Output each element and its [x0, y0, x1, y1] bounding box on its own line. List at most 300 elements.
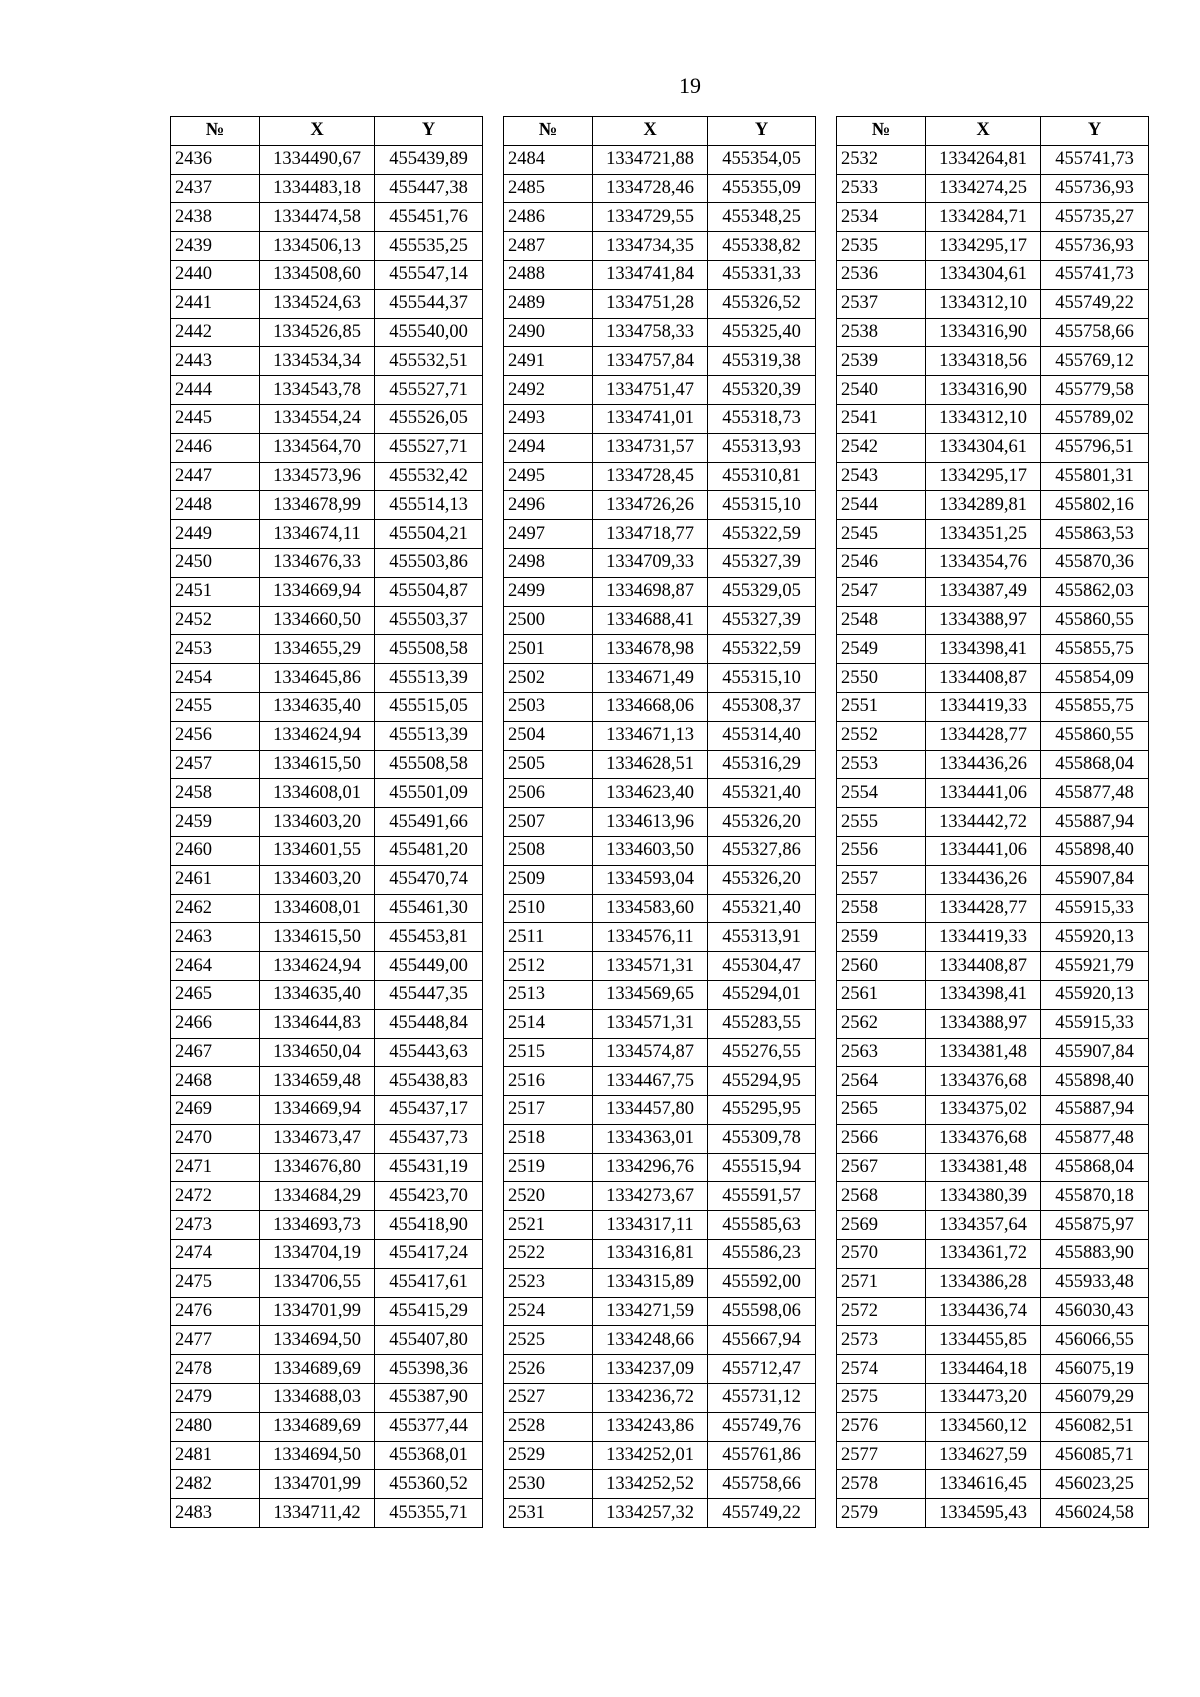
coordinates-table-2 [503, 116, 816, 1528]
table-header-row [504, 117, 816, 146]
cell-x: 1334676,80 [260, 1153, 375, 1182]
cell-x: 1334615,50 [260, 923, 375, 952]
cell-x: 1334711,42 [260, 1499, 375, 1528]
table-row [171, 289, 483, 318]
cell-number: 2537 [837, 289, 926, 318]
table-row [837, 347, 1149, 376]
table-row [171, 318, 483, 347]
table-row [504, 203, 816, 232]
table-row [504, 808, 816, 837]
table-row [171, 1384, 483, 1413]
table-row [504, 1038, 816, 1067]
cell-number: 2522 [504, 1240, 593, 1269]
cell-number: 2440 [171, 260, 260, 289]
cell-number: 2558 [837, 894, 926, 923]
cell-number: 2459 [171, 808, 260, 837]
cell-x: 1334650,04 [260, 1038, 375, 1067]
cell-number: 2523 [504, 1268, 593, 1297]
table-row [837, 174, 1149, 203]
cell-x: 1334441,06 [926, 836, 1041, 865]
cell-y: 455802,16 [1041, 491, 1149, 520]
cell-x: 1334731,57 [593, 433, 708, 462]
cell-number: 2451 [171, 577, 260, 606]
cell-number: 2519 [504, 1153, 593, 1182]
cell-number: 2495 [504, 462, 593, 491]
cell-y: 455295,95 [708, 1096, 816, 1125]
cell-y: 455860,55 [1041, 606, 1149, 635]
cell-x: 1334608,01 [260, 779, 375, 808]
cell-number: 2551 [837, 692, 926, 721]
cell-x: 1334593,04 [593, 865, 708, 894]
cell-x: 1334576,11 [593, 923, 708, 952]
cell-x: 1334627,59 [926, 1441, 1041, 1470]
cell-y: 455439,89 [375, 145, 483, 174]
cell-y: 455338,82 [708, 232, 816, 261]
table-row [504, 577, 816, 606]
cell-x: 1334659,48 [260, 1067, 375, 1096]
cell-number: 2488 [504, 260, 593, 289]
cell-number: 2548 [837, 606, 926, 635]
cell-number: 2524 [504, 1297, 593, 1326]
table-row [504, 1384, 816, 1413]
table-row [171, 1326, 483, 1355]
cell-number: 2468 [171, 1067, 260, 1096]
table-row [837, 1067, 1149, 1096]
table-row [504, 1211, 816, 1240]
table-row [837, 145, 1149, 174]
cell-x: 1334571,31 [593, 952, 708, 981]
table-row [837, 1355, 1149, 1384]
table-row [837, 980, 1149, 1009]
cell-x: 1334381,48 [926, 1153, 1041, 1182]
header-number: № [171, 117, 260, 146]
cell-y: 455527,71 [375, 433, 483, 462]
table-row [171, 1499, 483, 1528]
cell-y: 455503,86 [375, 548, 483, 577]
cell-y: 455355,71 [375, 1499, 483, 1528]
cell-y: 455327,86 [708, 836, 816, 865]
table-row [837, 1470, 1149, 1499]
cell-number: 2445 [171, 404, 260, 433]
table-row [171, 1153, 483, 1182]
cell-y: 455514,13 [375, 491, 483, 520]
cell-y: 455586,23 [708, 1240, 816, 1269]
cell-number: 2559 [837, 923, 926, 952]
cell-y: 455749,76 [708, 1412, 816, 1441]
cell-x: 1334674,11 [260, 520, 375, 549]
table-row [171, 779, 483, 808]
table-row [504, 347, 816, 376]
cell-number: 2450 [171, 548, 260, 577]
cell-number: 2494 [504, 433, 593, 462]
table-row [504, 1412, 816, 1441]
cell-y: 455318,73 [708, 404, 816, 433]
table-row [504, 923, 816, 952]
cell-number: 2500 [504, 606, 593, 635]
cell-number: 2467 [171, 1038, 260, 1067]
cell-y: 455508,58 [375, 635, 483, 664]
cell-x: 1334381,48 [926, 1038, 1041, 1067]
cell-number: 2452 [171, 606, 260, 635]
cell-x: 1334635,40 [260, 980, 375, 1009]
cell-x: 1334464,18 [926, 1355, 1041, 1384]
table-row [171, 577, 483, 606]
cell-number: 2571 [837, 1268, 926, 1297]
table-row [171, 376, 483, 405]
cell-x: 1334676,33 [260, 548, 375, 577]
cell-y: 455407,80 [375, 1326, 483, 1355]
cell-y: 455417,61 [375, 1268, 483, 1297]
table-row [837, 491, 1149, 520]
cell-number: 2531 [504, 1499, 593, 1528]
cell-number: 2527 [504, 1384, 593, 1413]
table-row [504, 1067, 816, 1096]
cell-y: 455355,09 [708, 174, 816, 203]
cell-x: 1334734,35 [593, 232, 708, 261]
table-row [171, 548, 483, 577]
cell-number: 2508 [504, 836, 593, 865]
table-row [504, 1326, 816, 1355]
table-row [837, 520, 1149, 549]
table-row [171, 491, 483, 520]
header-x: X [593, 117, 708, 146]
cell-x: 1334669,94 [260, 577, 375, 606]
cell-number: 2530 [504, 1470, 593, 1499]
cell-y: 455855,75 [1041, 692, 1149, 721]
cell-y: 455920,13 [1041, 923, 1149, 952]
cell-y: 455887,94 [1041, 808, 1149, 837]
cell-y: 456082,51 [1041, 1412, 1149, 1441]
cell-x: 1334441,06 [926, 779, 1041, 808]
table-row [171, 808, 483, 837]
cell-x: 1334363,01 [593, 1124, 708, 1153]
cell-number: 2529 [504, 1441, 593, 1470]
cell-y: 456023,25 [1041, 1470, 1149, 1499]
cell-y: 455360,52 [375, 1470, 483, 1499]
table-row [504, 750, 816, 779]
cell-x: 1334704,19 [260, 1240, 375, 1269]
cell-number: 2550 [837, 664, 926, 693]
cell-y: 455735,27 [1041, 203, 1149, 232]
table-row [837, 1009, 1149, 1038]
table-row [837, 376, 1149, 405]
cell-number: 2554 [837, 779, 926, 808]
cell-x: 1334398,41 [926, 635, 1041, 664]
table-row [837, 548, 1149, 577]
table-row [837, 433, 1149, 462]
table-row [504, 174, 816, 203]
cell-y: 455314,40 [708, 721, 816, 750]
cell-x: 1334671,13 [593, 721, 708, 750]
cell-y: 455313,93 [708, 433, 816, 462]
cell-y: 455592,00 [708, 1268, 816, 1297]
cell-number: 2526 [504, 1355, 593, 1384]
cell-x: 1334688,03 [260, 1384, 375, 1413]
table-row [504, 980, 816, 1009]
cell-y: 456079,29 [1041, 1384, 1149, 1413]
cell-x: 1334474,58 [260, 203, 375, 232]
cell-y: 455294,01 [708, 980, 816, 1009]
table-row [171, 721, 483, 750]
cell-number: 2491 [504, 347, 593, 376]
cell-x: 1334252,01 [593, 1441, 708, 1470]
cell-x: 1334524,63 [260, 289, 375, 318]
table-row [504, 1153, 816, 1182]
cell-number: 2490 [504, 318, 593, 347]
cell-x: 1334376,68 [926, 1067, 1041, 1096]
table-row [504, 260, 816, 289]
cell-number: 2569 [837, 1211, 926, 1240]
table-row [504, 1297, 816, 1326]
cell-x: 1334693,73 [260, 1211, 375, 1240]
cell-y: 455322,59 [708, 520, 816, 549]
header-x: X [260, 117, 375, 146]
table-row [837, 1499, 1149, 1528]
cell-number: 2502 [504, 664, 593, 693]
table-row [504, 1124, 816, 1153]
cell-number: 2555 [837, 808, 926, 837]
cell-number: 2472 [171, 1182, 260, 1211]
coordinates-table-3 [836, 116, 1149, 1528]
cell-x: 1334689,69 [260, 1355, 375, 1384]
table-row [504, 462, 816, 491]
table-row [837, 664, 1149, 693]
cell-x: 1334757,84 [593, 347, 708, 376]
cell-x: 1334257,32 [593, 1499, 708, 1528]
cell-x: 1334728,45 [593, 462, 708, 491]
cell-number: 2501 [504, 635, 593, 664]
cell-x: 1334296,76 [593, 1153, 708, 1182]
cell-y: 455276,55 [708, 1038, 816, 1067]
cell-y: 455354,05 [708, 145, 816, 174]
table-row [837, 1326, 1149, 1355]
cell-x: 1334318,56 [926, 347, 1041, 376]
table-row [504, 548, 816, 577]
table-row [171, 232, 483, 261]
table-row [504, 836, 816, 865]
cell-y: 455491,66 [375, 808, 483, 837]
cell-number: 2553 [837, 750, 926, 779]
cell-number: 2503 [504, 692, 593, 721]
cell-x: 1334660,50 [260, 606, 375, 635]
cell-x: 1334436,74 [926, 1297, 1041, 1326]
cell-x: 1334701,99 [260, 1470, 375, 1499]
cell-number: 2461 [171, 865, 260, 894]
cell-number: 2458 [171, 779, 260, 808]
cell-y: 455712,47 [708, 1355, 816, 1384]
cell-y: 455898,40 [1041, 836, 1149, 865]
cell-x: 1334560,12 [926, 1412, 1041, 1441]
cell-number: 2439 [171, 232, 260, 261]
table-row [837, 952, 1149, 981]
cell-x: 1334304,61 [926, 433, 1041, 462]
cell-y: 455326,52 [708, 289, 816, 318]
cell-x: 1334252,52 [593, 1470, 708, 1499]
cell-number: 2486 [504, 203, 593, 232]
table-row [504, 1096, 816, 1125]
cell-number: 2485 [504, 174, 593, 203]
cell-number: 2442 [171, 318, 260, 347]
table-row [504, 692, 816, 721]
cell-number: 2540 [837, 376, 926, 405]
cell-number: 2545 [837, 520, 926, 549]
cell-number: 2492 [504, 376, 593, 405]
cell-x: 1334312,10 [926, 289, 1041, 318]
cell-y: 455503,37 [375, 606, 483, 635]
cell-x: 1334616,45 [926, 1470, 1041, 1499]
cell-x: 1334726,26 [593, 491, 708, 520]
cell-y: 455591,57 [708, 1182, 816, 1211]
cell-y: 455321,40 [708, 894, 816, 923]
table-row [837, 232, 1149, 261]
table-row [504, 952, 816, 981]
table-row [837, 606, 1149, 635]
cell-x: 1334398,41 [926, 980, 1041, 1009]
cell-y: 455325,40 [708, 318, 816, 347]
cell-x: 1334388,97 [926, 606, 1041, 635]
table-row [171, 750, 483, 779]
cell-number: 2437 [171, 174, 260, 203]
cell-x: 1334569,65 [593, 980, 708, 1009]
cell-x: 1334428,77 [926, 894, 1041, 923]
table-row [837, 203, 1149, 232]
cell-x: 1334624,94 [260, 721, 375, 750]
table-row [837, 1153, 1149, 1182]
cell-number: 2544 [837, 491, 926, 520]
table-row [171, 606, 483, 635]
table-row [837, 1124, 1149, 1153]
cell-number: 2466 [171, 1009, 260, 1038]
cell-x: 1334583,60 [593, 894, 708, 923]
cell-x: 1334442,72 [926, 808, 1041, 837]
table-row [171, 520, 483, 549]
header-number: № [504, 117, 593, 146]
cell-number: 2507 [504, 808, 593, 837]
cell-number: 2460 [171, 836, 260, 865]
cell-x: 1334295,17 [926, 462, 1041, 491]
table-row [837, 836, 1149, 865]
cell-x: 1334645,86 [260, 664, 375, 693]
cell-number: 2513 [504, 980, 593, 1009]
table-row [837, 750, 1149, 779]
cell-x: 1334554,24 [260, 404, 375, 433]
cell-y: 455933,48 [1041, 1268, 1149, 1297]
cell-y: 455319,38 [708, 347, 816, 376]
cell-y: 455449,00 [375, 952, 483, 981]
cell-x: 1334436,26 [926, 865, 1041, 894]
cell-y: 455749,22 [1041, 289, 1149, 318]
cell-y: 455448,84 [375, 1009, 483, 1038]
cell-y: 455789,02 [1041, 404, 1149, 433]
cell-number: 2465 [171, 980, 260, 1009]
cell-y: 455415,29 [375, 1297, 483, 1326]
table-header-row [171, 117, 483, 146]
cell-number: 2453 [171, 635, 260, 664]
cell-number: 2557 [837, 865, 926, 894]
table-row [171, 1297, 483, 1326]
cell-number: 2536 [837, 260, 926, 289]
cell-y: 455758,66 [708, 1470, 816, 1499]
cell-y: 455870,36 [1041, 548, 1149, 577]
cell-number: 2481 [171, 1441, 260, 1470]
cell-number: 2577 [837, 1441, 926, 1470]
cell-x: 1334603,50 [593, 836, 708, 865]
cell-y: 455470,74 [375, 865, 483, 894]
table-header-row [837, 117, 1149, 146]
table-row [504, 145, 816, 174]
cell-number: 2457 [171, 750, 260, 779]
cell-y: 455283,55 [708, 1009, 816, 1038]
table-row [171, 836, 483, 865]
table-row [171, 1240, 483, 1269]
cell-y: 455398,36 [375, 1355, 483, 1384]
cell-x: 1334354,76 [926, 548, 1041, 577]
table-row [171, 1441, 483, 1470]
table-row [171, 347, 483, 376]
cell-y: 455758,66 [1041, 318, 1149, 347]
cell-x: 1334237,09 [593, 1355, 708, 1384]
cell-number: 2487 [504, 232, 593, 261]
cell-number: 2576 [837, 1412, 926, 1441]
cell-number: 2475 [171, 1268, 260, 1297]
cell-number: 2479 [171, 1384, 260, 1413]
cell-number: 2504 [504, 721, 593, 750]
cell-y: 455868,04 [1041, 1153, 1149, 1182]
cell-x: 1334718,77 [593, 520, 708, 549]
cell-x: 1334436,26 [926, 750, 1041, 779]
table-row [504, 1240, 816, 1269]
cell-number: 2539 [837, 347, 926, 376]
cell-number: 2478 [171, 1355, 260, 1384]
cell-y: 455438,83 [375, 1067, 483, 1096]
cell-y: 455315,10 [708, 664, 816, 693]
table-row [837, 462, 1149, 491]
page-number: 19 [679, 73, 701, 98]
cell-x: 1334635,40 [260, 692, 375, 721]
cell-number: 2511 [504, 923, 593, 952]
table-row [171, 1412, 483, 1441]
table-row [504, 1182, 816, 1211]
cell-y: 455862,03 [1041, 577, 1149, 606]
table-row [171, 692, 483, 721]
cell-x: 1334669,94 [260, 1096, 375, 1125]
table-row [171, 923, 483, 952]
cell-x: 1334376,68 [926, 1124, 1041, 1153]
cell-x: 1334387,49 [926, 577, 1041, 606]
table-row [504, 404, 816, 433]
cell-y: 456075,19 [1041, 1355, 1149, 1384]
table-row [504, 1441, 816, 1470]
cell-x: 1334678,98 [593, 635, 708, 664]
cell-x: 1334271,59 [593, 1297, 708, 1326]
cell-y: 455326,20 [708, 865, 816, 894]
cell-number: 2497 [504, 520, 593, 549]
cell-x: 1334351,25 [926, 520, 1041, 549]
cell-number: 2567 [837, 1153, 926, 1182]
cell-y: 455860,55 [1041, 721, 1149, 750]
cell-number: 2455 [171, 692, 260, 721]
cell-x: 1334728,46 [593, 174, 708, 203]
cell-number: 2443 [171, 347, 260, 376]
table-row [504, 865, 816, 894]
cell-y: 455736,93 [1041, 174, 1149, 203]
cell-number: 2563 [837, 1038, 926, 1067]
cell-number: 2543 [837, 462, 926, 491]
cell-y: 455527,71 [375, 376, 483, 405]
cell-y: 455877,48 [1041, 779, 1149, 808]
table-row [171, 952, 483, 981]
cell-number: 2533 [837, 174, 926, 203]
